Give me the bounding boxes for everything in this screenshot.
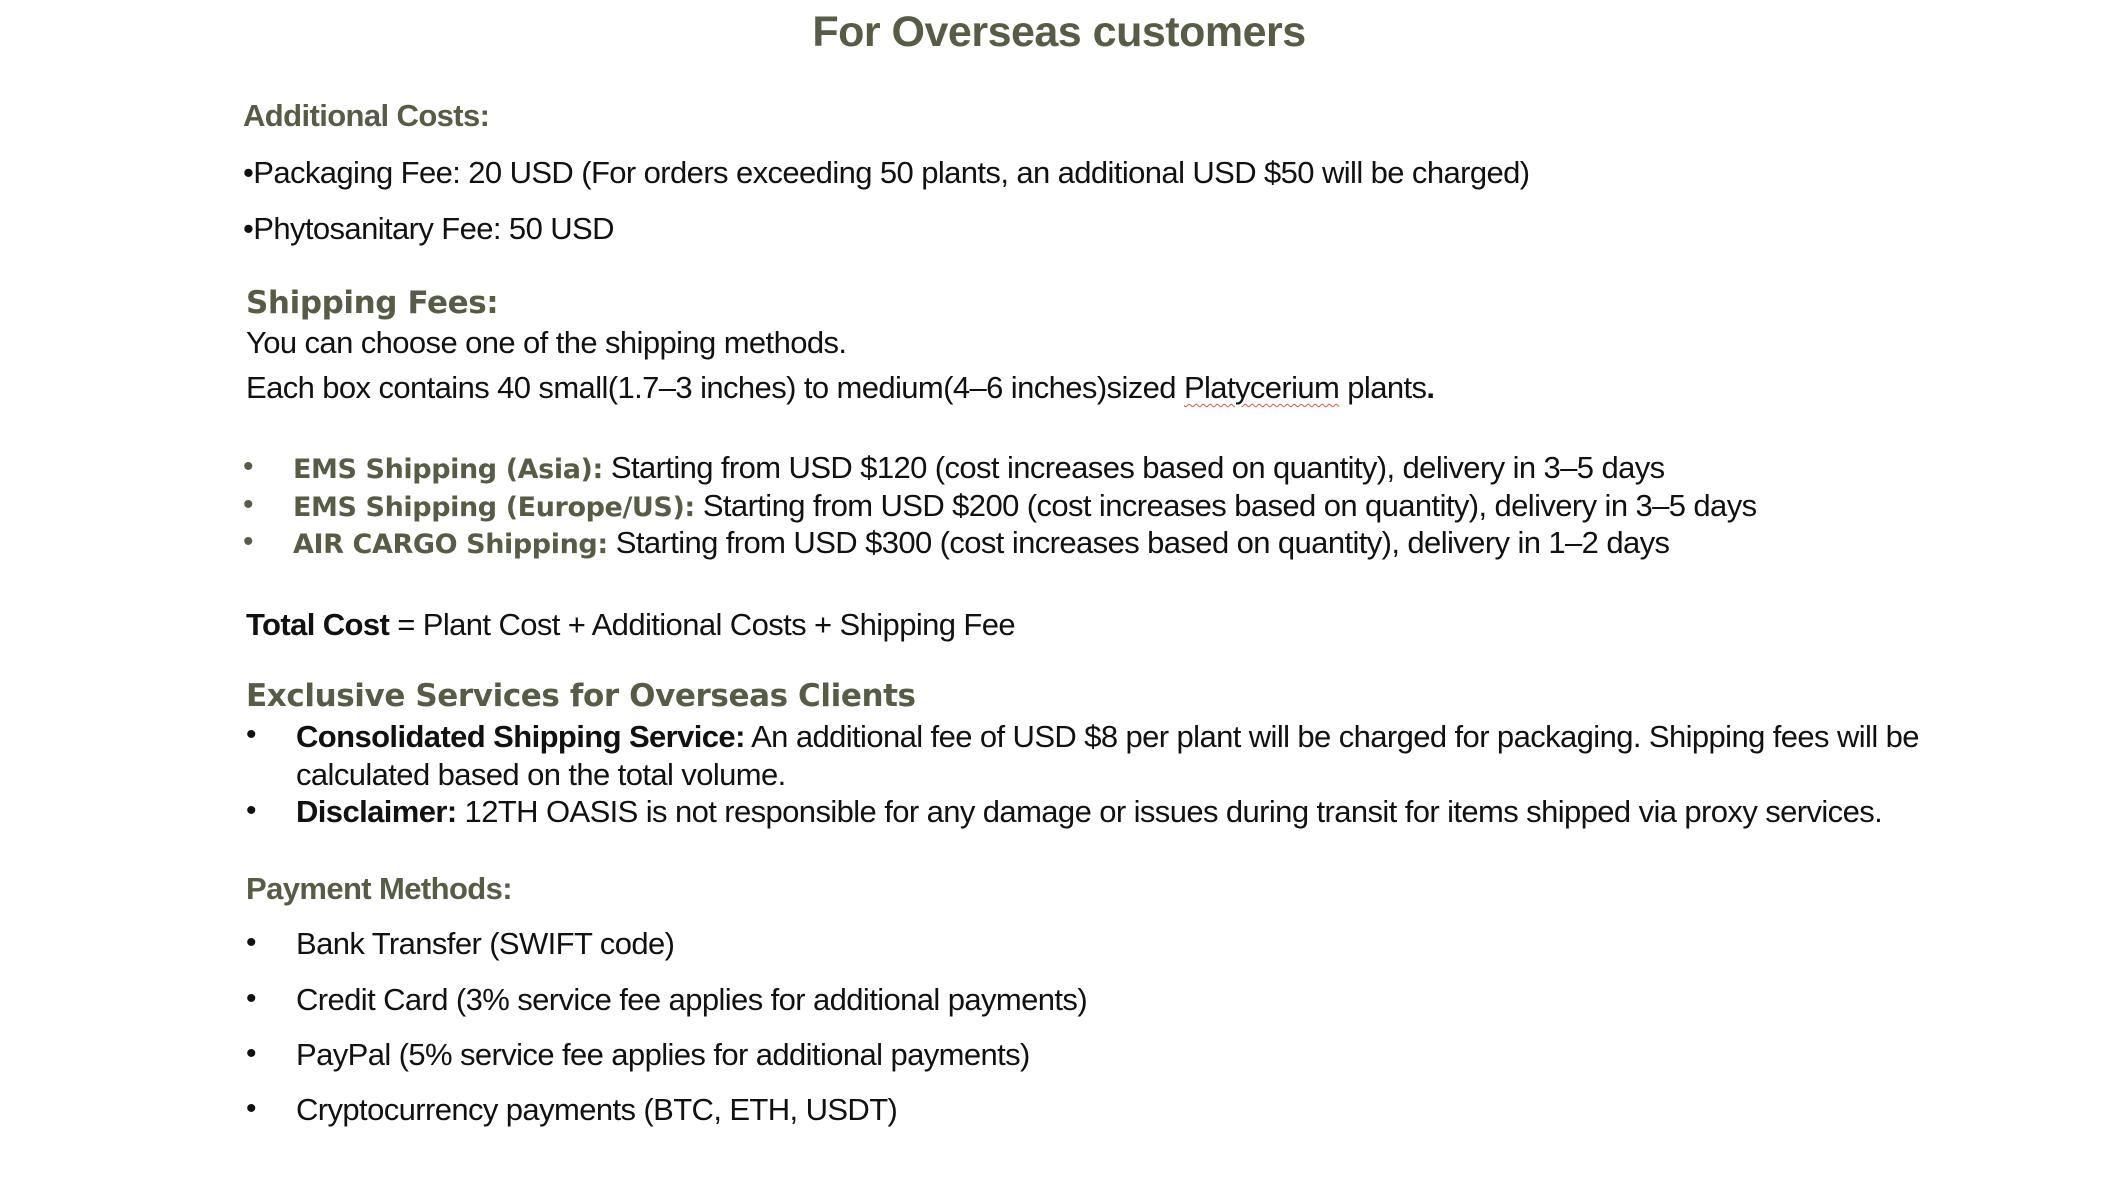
disclaimer-label: Disclaimer: (296, 794, 457, 829)
box-contents-line (246, 370, 1434, 406)
consolidated-shipping-text: An additional fee of USD $8 per plant will be charged for packaging. Shipping fees will be calculated based on the total volume. (296, 719, 1919, 792)
payment-methods-heading: Payment Methods: (246, 871, 512, 906)
bullet-icon: • (246, 1092, 257, 1125)
shipping-method-europe-us (293, 488, 1757, 524)
payment-method-item: Credit Card (3% service fee applies for additional payments) (296, 982, 1088, 1017)
payment-method-item: Cryptocurrency payments (BTC, ETH, USDT) (296, 1092, 898, 1127)
shipping-method-label: EMS Shipping (Asia): (293, 454, 603, 485)
bullet-icon: • (243, 450, 254, 483)
additional-costs-heading: Additional Costs: (243, 98, 490, 133)
bullet-icon: • (243, 525, 254, 558)
bullet-icon: • (246, 982, 257, 1015)
page-title: For Overseas customers (812, 8, 1306, 56)
bullet-icon: • (246, 794, 257, 827)
shipping-method-label: AIR CARGO Shipping: (293, 529, 608, 560)
shipping-fees-intro: You can choose one of the shipping methods. (246, 325, 847, 360)
bullet-icon: • (246, 1037, 257, 1070)
disclaimer-text: 12TH OASIS is not responsible for any damage or issues during transit for items shipped via proxy services. (456, 794, 1883, 829)
consolidated-shipping-item (296, 718, 1936, 794)
payment-method-item: PayPal (5% service fee applies for additional payments) (296, 1037, 1030, 1072)
payment-method-item: Bank Transfer (SWIFT code) (296, 926, 675, 961)
bullet-icon: • (246, 926, 257, 959)
total-cost-label: Total Cost (246, 607, 390, 642)
shipping-method-text: Starting from USD $300 (cost increases based on quantity), delivery in 1–2 days (607, 525, 1670, 560)
shipping-fees-heading: Shipping Fees: (246, 285, 499, 321)
disclaimer-item (296, 794, 1882, 830)
packaging-fee-item: •Packaging Fee: 20 USD (For orders exceeding 50 plants, an additional USD $50 will be charged) (243, 155, 1530, 190)
total-cost-formula: = Plant Cost + Additional Costs + Shipping Fee (389, 607, 1016, 642)
box-contents-period: . (1426, 370, 1435, 405)
box-contents-text: Each box contains 40 small(1.7–3 inches) to medium(4–6 inches)sized (246, 370, 1184, 405)
platycerium-word: Platycerium (1183, 370, 1340, 405)
box-contents-tail: plants (1339, 370, 1427, 405)
shipping-method-label: EMS Shipping (Europe/US): (293, 492, 695, 523)
shipping-method-air-cargo (293, 525, 1669, 561)
bullet-icon: • (243, 488, 254, 521)
phytosanitary-fee-item: •Phytosanitary Fee: 50 USD (243, 211, 614, 246)
total-cost-line (246, 607, 1015, 643)
shipping-method-text: Starting from USD $120 (cost increases based on quantity), delivery in 3–5 days (602, 450, 1665, 485)
shipping-method-text: Starting from USD $200 (cost increases based on quantity), delivery in 3–5 days (694, 488, 1757, 523)
exclusive-services-heading: Exclusive Services for Overseas Clients (246, 678, 916, 714)
shipping-method-asia (293, 450, 1665, 486)
bullet-icon: • (246, 718, 257, 751)
consolidated-shipping-label: Consolidated Shipping Service: (296, 719, 745, 754)
